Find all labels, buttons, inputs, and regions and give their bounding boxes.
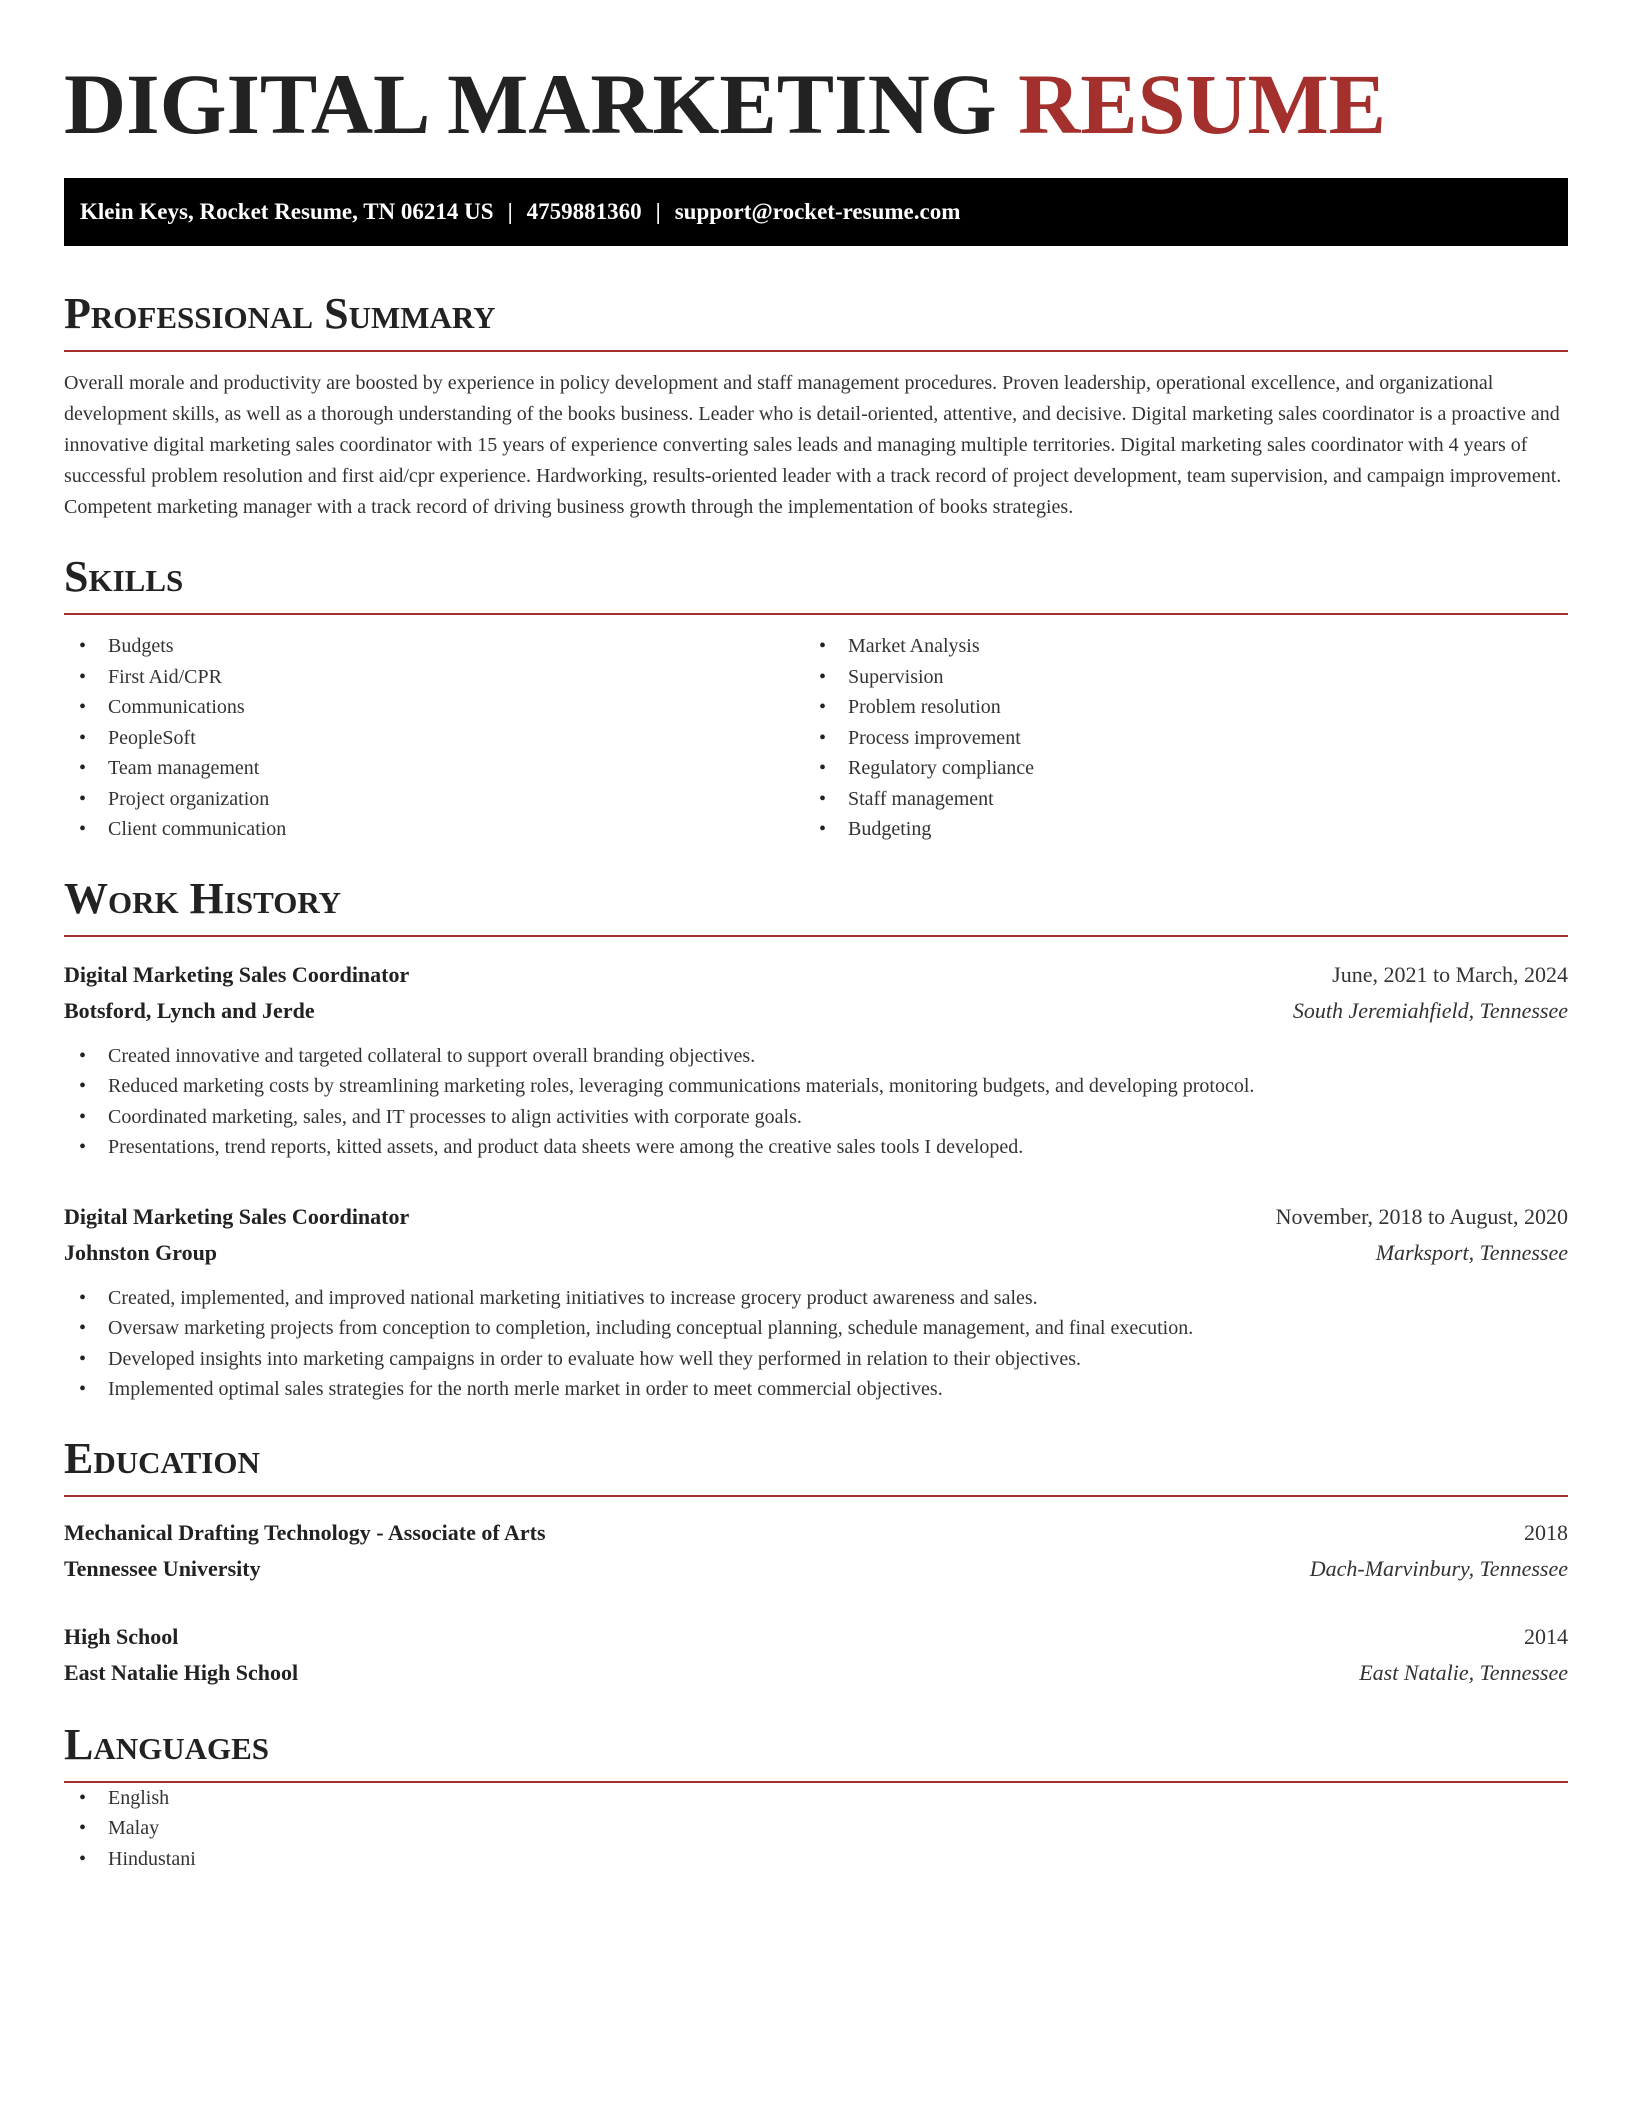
contact-address: Klein Keys, Rocket Resume, TN 06214 US: [80, 199, 494, 224]
summary-section: [64, 290, 1568, 523]
skill-item: • Budgets: [64, 631, 804, 662]
languages-heading: Languages: [64, 1721, 1568, 1783]
job-dates: June, 2021 to March, 2024: [1332, 961, 1568, 987]
work-history-heading: Work History: [64, 875, 1568, 937]
job-bullets: [64, 1283, 1568, 1405]
contact-separator: |: [655, 199, 661, 224]
job-bullet: • Created, implemented, and improved national marketing initiatives to increase grocery product awareness and sales.: [64, 1283, 1568, 1314]
job-location: South Jeremiahfield, Tennessee: [1292, 997, 1568, 1023]
job-bullet: • Presentations, trend reports, kitted assets, and product data sheets were among the creative sales tools I developed.: [64, 1132, 1568, 1163]
job-bullet: • Implemented optimal sales strategies for the north merle market in order to meet commercial objectives.: [64, 1374, 1568, 1405]
job-company: Johnston Group: [64, 1239, 218, 1265]
skill-item: • PeopleSoft: [64, 723, 804, 754]
job-bullets: [64, 1041, 1568, 1163]
education-degree-row: [64, 1515, 1568, 1551]
languages-section: [64, 1721, 1568, 1875]
education-entry: [64, 1619, 1568, 1691]
skill-item: • Problem resolution: [804, 692, 1544, 723]
education-section: [64, 1435, 1568, 1691]
skill-item: • Market Analysis: [804, 631, 1544, 662]
skills-heading: Skills: [64, 553, 1568, 615]
skill-item: • Supervision: [804, 662, 1544, 693]
job-bullet: • Developed insights into marketing campaigns in order to evaluate how well they performed in relation to their objectives.: [64, 1344, 1568, 1375]
job-bullet: • Oversaw marketing projects from conception to completion, including conceptual planning, schedule management, and final execution.: [64, 1313, 1568, 1344]
skill-item: • Budgeting: [804, 814, 1544, 845]
education-degree-row: [64, 1619, 1568, 1655]
title-accent: RESUME: [1018, 56, 1387, 152]
job-position: Digital Marketing Sales Coordinator: [64, 1203, 410, 1229]
education-school-row: [64, 1655, 1568, 1691]
summary-heading: Professional Summary: [64, 290, 1568, 352]
skill-item: • Regulatory compliance: [804, 753, 1544, 784]
contact-phone: 4759881360: [526, 199, 642, 224]
skill-item: • Client communication: [64, 814, 804, 845]
language-item: • Hindustani: [64, 1844, 1568, 1875]
education-degree: Mechanical Drafting Technology - Associate of Arts: [64, 1519, 546, 1545]
job-entry: [64, 957, 1568, 1163]
education-school: East Natalie High School: [64, 1659, 299, 1685]
title-main: DIGITAL MARKETING: [64, 56, 997, 152]
work-history-section: [64, 875, 1568, 1405]
skills-columns: [64, 631, 1568, 845]
education-year: 2018: [1524, 1519, 1568, 1545]
job-bullet: • Coordinated marketing, sales, and IT processes to align activities with corporate goals.: [64, 1102, 1568, 1133]
language-item: • English: [64, 1783, 1568, 1814]
job-bullet: • Created innovative and targeted collateral to support overall branding objectives.: [64, 1041, 1568, 1072]
job-header-row: [64, 1199, 1568, 1235]
job-position: Digital Marketing Sales Coordinator: [64, 961, 410, 987]
language-item: • Malay: [64, 1813, 1568, 1844]
education-year: 2014: [1524, 1623, 1568, 1649]
job-location: Marksport, Tennessee: [1375, 1239, 1568, 1265]
skill-item: • Process improvement: [804, 723, 1544, 754]
contact-email: support@rocket-resume.com: [674, 199, 961, 224]
skill-item: • First Aid/CPR: [64, 662, 804, 693]
job-header-row: [64, 957, 1568, 993]
education-school: Tennessee University: [64, 1555, 261, 1581]
skill-item: • Communications: [64, 692, 804, 723]
education-entry: [64, 1515, 1568, 1587]
education-school-row: [64, 1551, 1568, 1587]
summary-text: Overall morale and productivity are boosted by experience in policy development and staff management procedures. Proven leadership, operational excellence, and organizational development skills, as well as a thorough understanding of the books business. Leader who is detail-oriented, attentive, and decisive. Digital marketing sales coordinator is a proactive and innovative digital marketing sales coordinator with 15 years of experience converting sales leads and managing multiple territories. Digital marketing sales coordinator with 4 years of successful problem resolution and first aid/cpr experience. Hardworking, results-oriented leader with a track record of project development, team supervision, and campaign improvement. Competent marketing manager with a track record of driving business growth through the implementation of books strategies.: [64, 372, 1562, 518]
skill-item: • Team management: [64, 753, 804, 784]
skills-list-right: [804, 631, 1544, 845]
contact-bar: [64, 178, 1568, 246]
education-location: Dach-Marvinbury, Tennessee: [1309, 1555, 1568, 1581]
job-bullet: • Reduced marketing costs by streamlining marketing roles, leveraging communications materials, monitoring budgets, and developing protocol.: [64, 1071, 1568, 1102]
education-heading: Education: [64, 1435, 1568, 1497]
job-company-row: [64, 1235, 1568, 1271]
job-entry: [64, 1199, 1568, 1405]
education-degree: High School: [64, 1623, 179, 1649]
skills-list-left: [64, 631, 804, 845]
skills-section: [64, 553, 1568, 845]
skill-item: • Staff management: [804, 784, 1544, 815]
job-dates: November, 2018 to August, 2020: [1275, 1203, 1568, 1229]
contact-separator: |: [507, 199, 513, 224]
skill-item: • Project organization: [64, 784, 804, 815]
education-location: East Natalie, Tennessee: [1359, 1659, 1568, 1685]
languages-list: [64, 1783, 1568, 1875]
resume-title: [64, 56, 1568, 152]
job-company: Botsford, Lynch and Jerde: [64, 997, 315, 1023]
job-company-row: [64, 993, 1568, 1029]
